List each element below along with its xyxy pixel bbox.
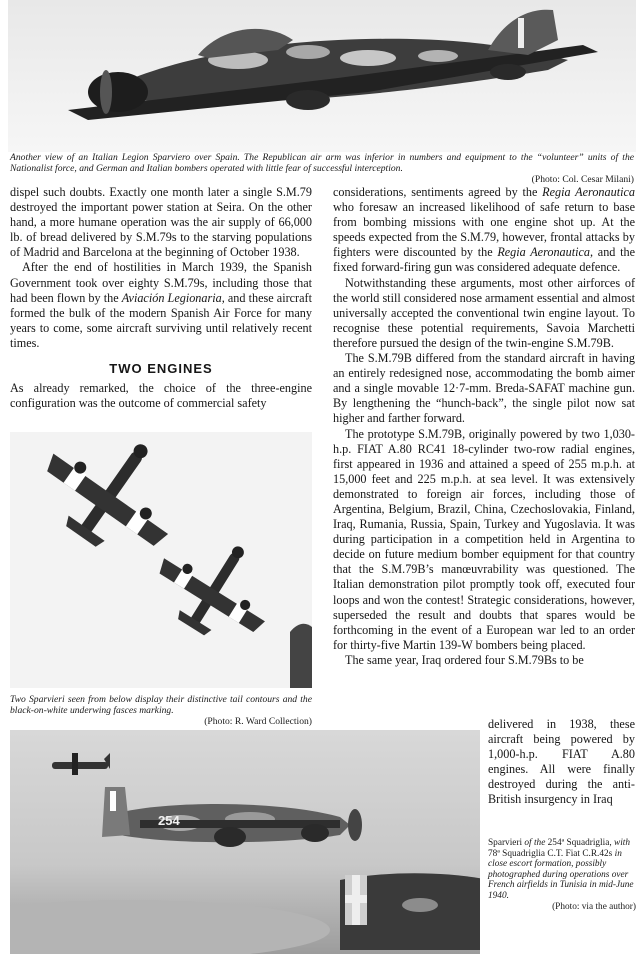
paragraph: dispel such doubts. Exactly one month later a single S.M.79 destroyed the important power station at Seira. On the other hand, a more humane operation was the air supply of 66,000 lb. of bread delivered by S.M.79s to the starving populations of Madrid and Barcelona at the beginning of October 1938. (10, 185, 312, 260)
photo-credit: (Photo: via the author) (552, 901, 636, 912)
mid-photo-caption (10, 694, 312, 727)
italic-text: Aviación Legionaria, (121, 290, 225, 305)
paragraph: The S.M.79B differed from the standard aircraft in having an entirely redesigned nose, accommodating the bomb aimer and a single movable 12·7-mm. Breda-SAFAT machine gun. By lengthening the “hunch-back”, the single pilot now sat higher and farther forward. (333, 351, 635, 426)
top-photo-sparviero (8, 0, 636, 152)
paragraph: considerations, sentiments agreed by the Regia Aeronautica who foresaw an increased likelihood of safe return to base from bombing missions with one engine shot up. At the speeds expected from the S.M.79, however, frontal attacks by fighters were discounted by the Regia Aeronautica, and the fixed forward-firing gun was considered adequate defence. (333, 185, 635, 275)
paragraph: After the end of hostilities in March 1939, the Spanish Government took over eighty S.M.79s, including those that had been flown by the Aviación Legionaria, and these aircraft formed the bulk of the modern Spanish Air Force for many years to come, some aircraft surviving until relatively recent times. (10, 260, 312, 350)
formation-image (10, 730, 480, 954)
paragraph: As already remarked, the choice of the three-engine configuration was the outcome of commercial safety (10, 381, 312, 411)
paragraph: The same year, Iraq ordered four S.M.79Bs to be (345, 652, 584, 667)
photo-credit: (Photo: R. Ward Collection) (204, 716, 312, 727)
caption-text: Two Sparvieri seen from below display their distinctive tail contours and the black-on-white underwing fasces marking. (10, 694, 312, 716)
right-column (333, 185, 635, 668)
bottom-photo-formation (10, 730, 480, 954)
left-column (10, 185, 312, 411)
bottom-photo-caption: Sparvieri of the 254ª Squadriglia, with 78ª Squadriglia C.T. Fiat C.R.42s in close escort formation, possibly photographed during operations over French airfields in Tunisia in mid-June 1940. (Photo: via the author) (488, 838, 636, 912)
caption-text: Another view of an Italian Legion Sparviero over Spain. The Republican air arm was inferior in numbers and equipment to the “volunteer” units of the Nationalist force, and German and Italian bombers operated with little fear of successful interception. (10, 152, 634, 174)
paragraph: The prototype S.M.79B, originally powered by two 1,030-h.p. FIAT A.80 RC41 18-cylinder two-row radial engines, first appeared in 1936 and attained a speed of 255 m.p.h. at 15,000 feet and 225 m.p.h. at sea level. It was extensively demonstrated to foreign air forces, including those of Argentina, Belgium, Brazil, China, Czechoslovakia, Finland, Iraq, Rumania, Russia, Spain, Turkey and Yugoslavia. It was during participation in a competition held in Argentina to decide on future medium bomber equipment for that country that the S.M.79B’s manœuvrability was questioned. The Italian demonstration pilot promptly took off, executed four loops and won the contest! Strategic considerations, however, superseded the result and doubts that spares would be forthcoming in the event of a European war led to an order for thirty-five Martin 139-W bombers being placed. (333, 426, 635, 652)
mid-photo-two-sparvieri (10, 432, 312, 688)
paragraph: delivered in 1938, these aircraft being powered by 1,000-h.p. FIAT A.80 engines. All were finally destroyed during the anti-British insurgency in Iraq (488, 717, 635, 807)
photo-credit: (Photo: Col. Cesar Milani) (531, 174, 634, 185)
right-column-continuation (488, 717, 635, 808)
paragraph: Notwithstanding these arguments, most other airforces of the world still considered nose armament essential and almost universally accepted the conventional twin engine layout. To recognise these potential requirements, Savoia Marchetti therefore pursued the design of the twin-engine S.M.79B. (333, 275, 635, 350)
top-photo-caption (10, 152, 634, 185)
bomber-image (8, 0, 636, 152)
italic-text: Regia Aeronautica (542, 185, 635, 199)
italic-text: Regia Aeronautica, (497, 245, 594, 260)
aircraft-from-below-image (10, 432, 312, 688)
tail-code: 254 (158, 813, 180, 828)
section-heading: TWO ENGINES (109, 361, 213, 377)
